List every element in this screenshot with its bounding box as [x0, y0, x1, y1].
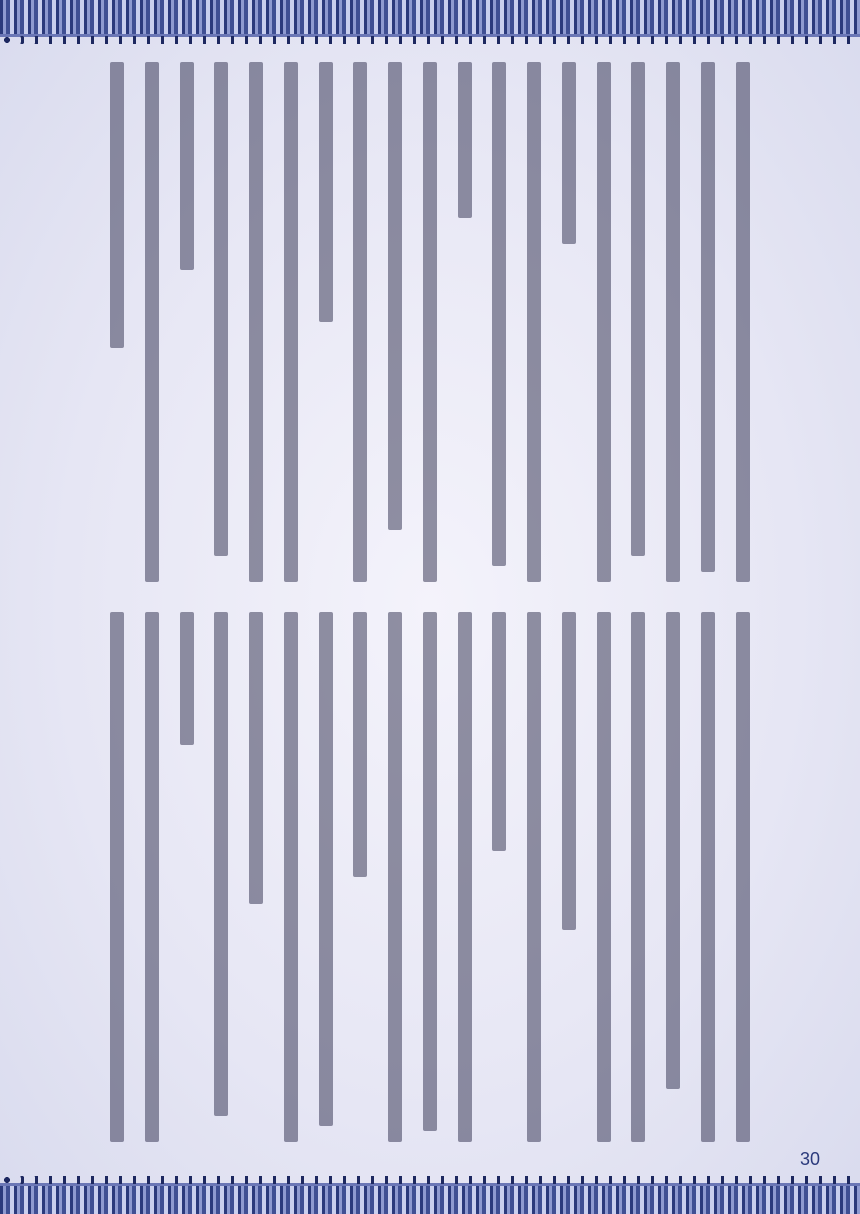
text-tier-lower — [110, 612, 750, 1142]
text-column-redacted — [249, 612, 263, 904]
text-column-redacted — [388, 612, 402, 1142]
text-column-redacted — [214, 62, 228, 556]
text-column-redacted — [527, 62, 541, 582]
text-column-redacted — [736, 612, 750, 1142]
text-column-redacted — [353, 62, 367, 582]
text-tier-upper — [110, 62, 750, 582]
text-column-redacted — [666, 62, 680, 582]
text-column-redacted — [597, 62, 611, 582]
text-column-redacted — [631, 62, 645, 556]
text-column-redacted — [597, 612, 611, 1142]
text-column-redacted — [562, 62, 576, 244]
text-column-redacted — [458, 62, 472, 218]
text-column-redacted — [145, 612, 159, 1142]
text-column-redacted — [145, 62, 159, 582]
text-column-redacted — [423, 612, 437, 1131]
text-column-redacted — [284, 62, 298, 582]
text-column-redacted — [492, 612, 506, 851]
text-column-redacted — [458, 612, 472, 1142]
text-column-redacted — [353, 612, 367, 877]
page-number: 30 — [799, 1149, 820, 1169]
text-column-redacted — [701, 612, 715, 1142]
text-column-redacted — [492, 62, 506, 566]
text-column-redacted — [562, 612, 576, 930]
text-column-redacted — [666, 612, 680, 1089]
text-column-redacted — [284, 612, 298, 1142]
text-column-redacted — [319, 612, 333, 1126]
text-column-redacted — [180, 62, 194, 270]
text-column-redacted — [631, 612, 645, 1142]
text-column-redacted — [214, 612, 228, 1116]
text-column-redacted — [423, 62, 437, 582]
text-column-redacted — [388, 62, 402, 530]
bottom-ornamental-border — [0, 1183, 860, 1214]
text-column-redacted — [110, 62, 124, 348]
top-ornamental-border — [0, 0, 860, 37]
text-column-redacted — [736, 62, 750, 582]
text-column-redacted — [249, 62, 263, 582]
text-column-redacted — [110, 612, 124, 1142]
text-column-redacted — [527, 612, 541, 1142]
text-column-redacted — [319, 62, 333, 322]
text-column-redacted — [701, 62, 715, 572]
text-column-redacted — [180, 612, 194, 745]
